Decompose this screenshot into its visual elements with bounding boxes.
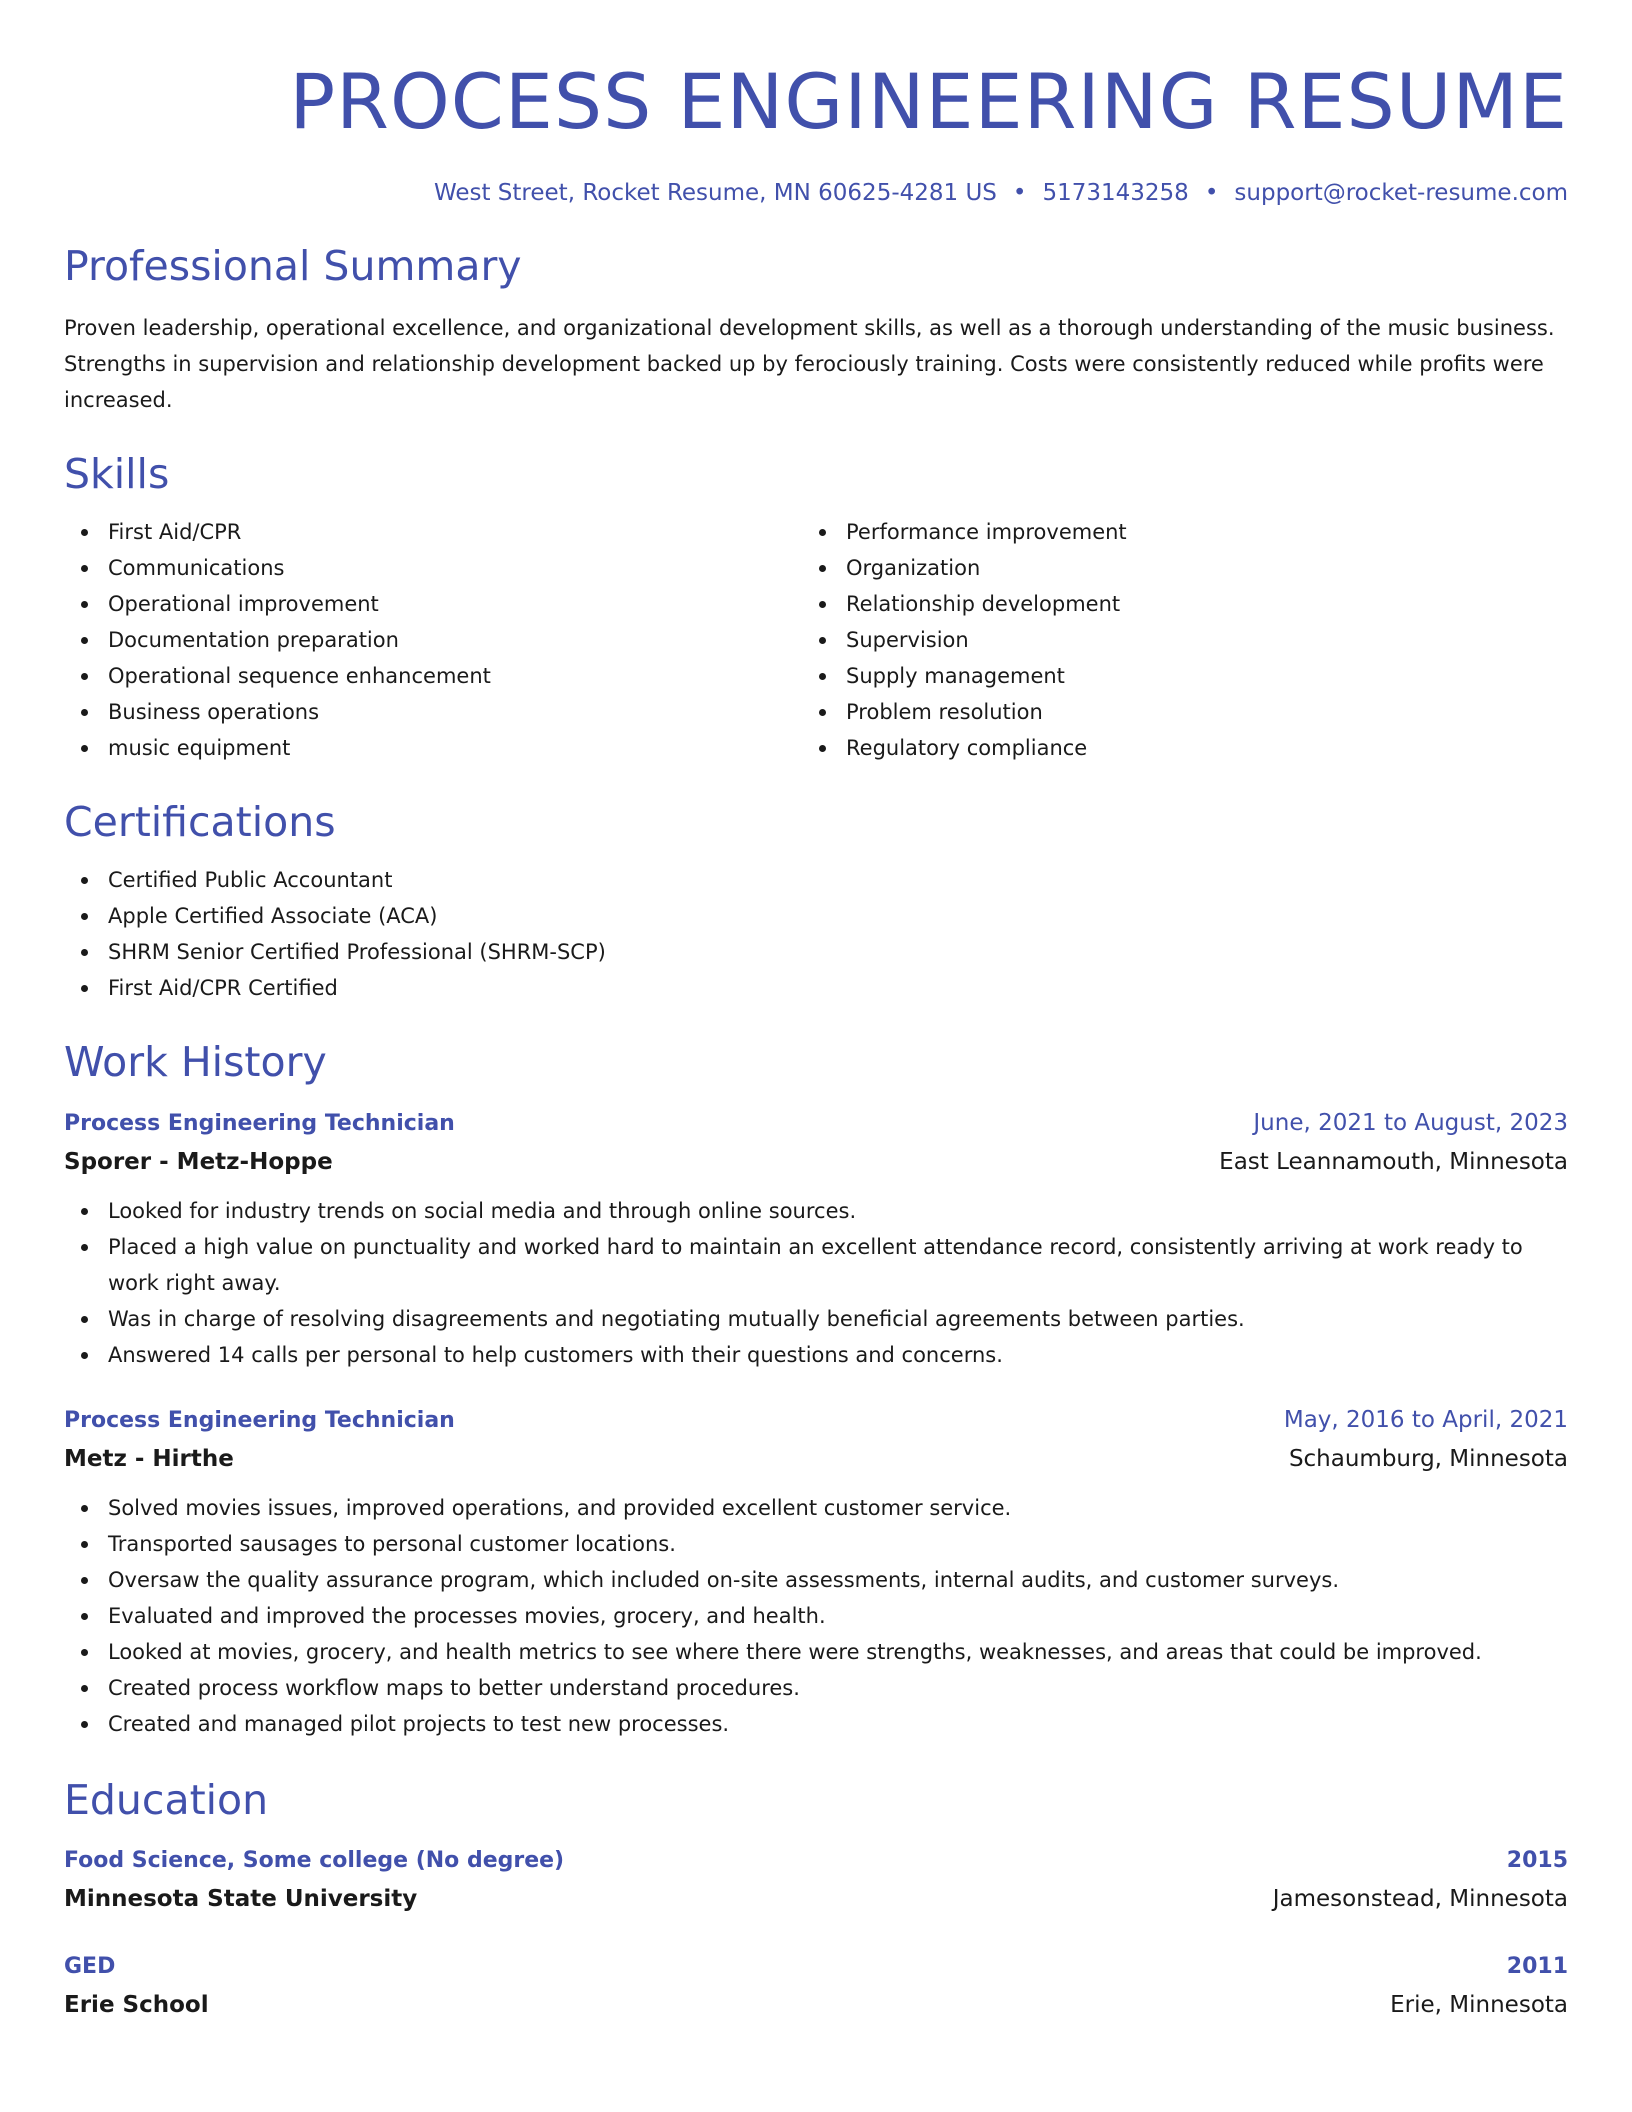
contact-separator: • [1204, 180, 1219, 206]
job-bullet: Created process workflow maps to better understand procedures. [64, 1670, 1568, 1706]
skill-item: Problem resolution [802, 694, 1540, 730]
job-bullet: Transported sausages to personal customer locations. [64, 1526, 1568, 1562]
job-bullet: Was in charge of resolving disagreements and negotiating mutually beneficial agreements between parties. [64, 1301, 1568, 1337]
education-header-row [64, 1948, 1568, 1986]
education-section [64, 1772, 1568, 2024]
job-bullets [64, 1490, 1568, 1742]
section-title-certifications: Certifications [64, 798, 336, 846]
education-entry [64, 1948, 1568, 2024]
job-location: Schaumburg, Minnesota [1288, 1446, 1568, 1472]
job-bullet: Evaluated and improved the processes movies, grocery, and health. [64, 1598, 1568, 1634]
skill-item: Operational sequence enhancement [64, 658, 802, 694]
certification-item: First Aid/CPR Certified [64, 970, 1568, 1006]
skill-item: Operational improvement [64, 586, 802, 622]
education-location: Erie, Minnesota [1390, 1992, 1568, 2018]
education-school-row [64, 1880, 1568, 1918]
certification-item: Certified Public Accountant [64, 862, 1568, 898]
certifications-list [64, 862, 1568, 1006]
education-school-row [64, 1986, 1568, 2024]
skill-item: Regulatory compliance [802, 730, 1540, 766]
education-entry [64, 1842, 1568, 1918]
skill-item: Supply management [802, 658, 1540, 694]
job-bullet: Answered 14 calls per personal to help customers with their questions and concerns. [64, 1337, 1568, 1373]
job-entry [64, 1401, 1568, 1742]
resume-title: PROCESS ENGINEERING RESUME [289, 57, 1568, 146]
skills-column-left [64, 514, 802, 766]
job-bullet: Oversaw the quality assurance program, which included on-site assessments, internal audits, and customer surveys. [64, 1562, 1568, 1598]
education-degree: Food Science, Some college (No degree) [64, 1848, 565, 1873]
job-entry [64, 1104, 1568, 1373]
job-title: Process Engineering Technician [64, 1111, 455, 1136]
work-history-section [64, 1034, 1568, 1742]
skill-item: music equipment [64, 730, 802, 766]
certifications-section [64, 794, 1568, 1006]
section-title-work-history: Work History [64, 1038, 327, 1086]
job-company: Metz - Hirthe [64, 1446, 234, 1472]
certification-item: SHRM Senior Certified Professional (SHRM-SCP) [64, 934, 1568, 970]
job-location: East Leannamouth, Minnesota [1219, 1149, 1568, 1175]
skills-column-right [802, 514, 1540, 766]
section-title-education: Education [64, 1776, 269, 1824]
education-location: Jamesonstead, Minnesota [1272, 1886, 1568, 1912]
job-company: Sporer - Metz-Hoppe [64, 1149, 333, 1175]
job-bullet: Solved movies issues, improved operations, and provided excellent customer service. [64, 1490, 1568, 1526]
job-title: Process Engineering Technician [64, 1408, 455, 1433]
resume-header [64, 48, 1568, 210]
contact-address: West Street, Rocket Resume, MN 60625-4281 US [433, 180, 997, 206]
education-list [64, 1842, 1568, 2024]
jobs-list [64, 1104, 1568, 1742]
job-company-row [64, 1440, 1568, 1478]
job-header-row [64, 1401, 1568, 1440]
contact-email[interactable]: support@rocket-resume.com [1234, 180, 1568, 206]
summary-section [64, 238, 1568, 418]
job-dates: May, 2016 to April, 2021 [1283, 1407, 1568, 1433]
job-header-row [64, 1104, 1568, 1143]
skills-section [64, 446, 1568, 766]
skill-item: Documentation preparation [64, 622, 802, 658]
job-company-row [64, 1143, 1568, 1181]
skill-item: First Aid/CPR [64, 514, 802, 550]
education-year: 2015 [1506, 1848, 1568, 1873]
contact-phone: 5173143258 [1042, 180, 1189, 206]
skill-item: Performance improvement [802, 514, 1540, 550]
skill-item: Business operations [64, 694, 802, 730]
education-school: Minnesota State University [64, 1886, 418, 1912]
contact-line [64, 176, 1568, 210]
skill-item: Organization [802, 550, 1540, 586]
job-bullet: Created and managed pilot projects to test new processes. [64, 1706, 1568, 1742]
skill-item: Relationship development [802, 586, 1540, 622]
job-dates: June, 2021 to August, 2023 [1253, 1110, 1568, 1136]
skills-grid [64, 514, 1568, 766]
education-header-row [64, 1842, 1568, 1880]
skill-item: Communications [64, 550, 802, 586]
skills-list-right [802, 514, 1540, 766]
skills-list-left [64, 514, 802, 766]
skill-item: Supervision [802, 622, 1540, 658]
job-bullet: Looked at movies, grocery, and health metrics to see where there were strengths, weaknesses, and areas that could be improved. [64, 1634, 1568, 1670]
summary-text: Proven leadership, operational excellence, and organizational development skills, as well as a thorough understanding of the music business. Strengths in supervision and relationship development backed up by ferociously training. Costs were consistently reduced while profits were increased. [64, 316, 1555, 412]
section-title-summary: Professional Summary [64, 242, 522, 290]
job-bullet: Looked for industry trends on social media and through online sources. [64, 1193, 1568, 1229]
contact-separator: • [1012, 180, 1027, 206]
education-degree: GED [64, 1954, 116, 1979]
education-year: 2011 [1506, 1954, 1568, 1979]
section-title-skills: Skills [64, 450, 170, 498]
job-bullets [64, 1193, 1568, 1373]
education-school: Erie School [64, 1992, 209, 2018]
job-bullet: Placed a high value on punctuality and worked hard to maintain an excellent attendance record, consistently arriving at work ready to work right away. [64, 1229, 1568, 1301]
certification-item: Apple Certified Associate (ACA) [64, 898, 1568, 934]
